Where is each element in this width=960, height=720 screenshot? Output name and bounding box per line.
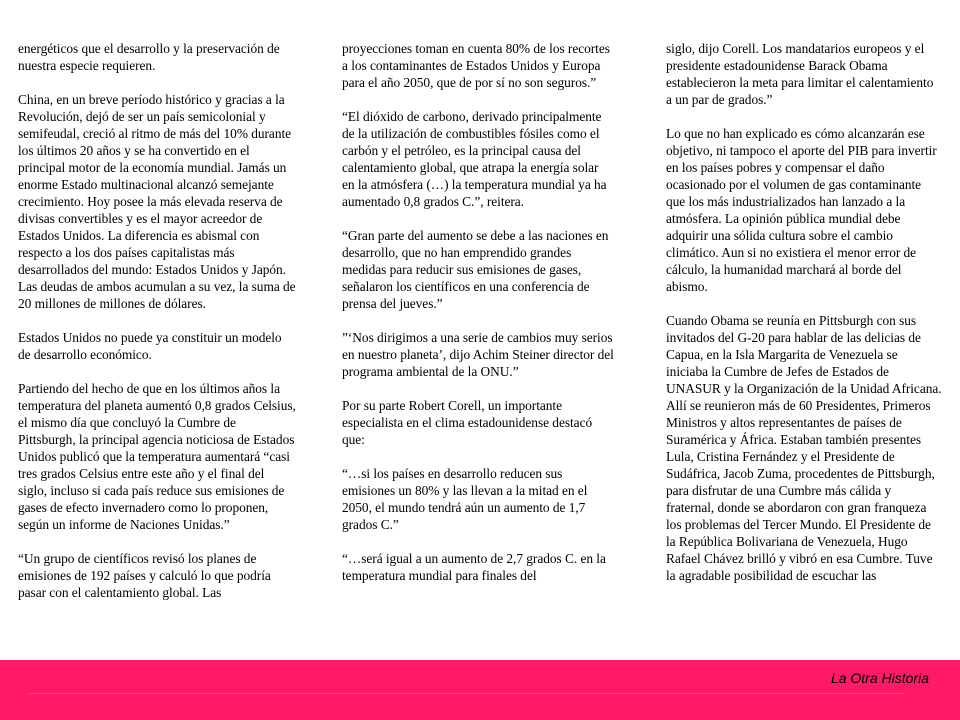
paragraph: Lo que no han explicado es cómo alcanzarán ese objetivo, ni tampoco el aporte del PIB para invertir en los países pobres y compensar el daño ocasionado por el volumen de gas contaminante que los más industrializados han lanzado a la atmósfera. La opinión pública mundial debe adquirir una sólida cultura sobre el cambio climático. Aun si no existiera el menor error de cálculo, la humanidad marchará al borde del abismo. <box>666 126 937 294</box>
paragraph: “Gran parte del aumento se debe a las naciones en desarrollo, que no han emprendido grandes medidas para reducir sus emisiones de gases, señalaron los científicos en una conferencia de prensa del jueves.” <box>342 228 609 311</box>
paragraph: “…si los países en desarrollo reducen sus emisiones un 80% y las llevan a la mitad en el 2050, el mundo tendrá aún un aumento de 1,7 grados C.” <box>342 466 588 532</box>
paragraph: energéticos que el desarrollo y la preservación de nuestra especie requieren. <box>18 41 280 73</box>
footer-title: La Otra Historia <box>830 670 929 686</box>
footer-bar <box>0 660 960 720</box>
paragraph: proyecciones toman en cuenta 80% de los recortes a los contaminantes de Estados Unidos y Europa para el año 2050, que de por sí no son seguros.” <box>342 41 610 90</box>
paragraph: “…será igual a un aumento de 2,7 grados C. en la temperatura mundial para finales del <box>342 551 606 583</box>
paragraph: “El dióxido de carbono, derivado principalmente de la utilización de combustibles fósiles como el carbón y el petróleo, es la principal causa del calentamiento global, que atrapa la energía solar en la atmósfera (…) la temperatura mundial ya ha aumentado 0,8 grados C.”, reitera. <box>342 109 607 209</box>
paragraph: Partiendo del hecho de que en los últimos años la temperatura del planeta aumentó 0,8 grados Celsius, el mismo día que concluyó la Cumbre de Pittsburgh, la principal agencia noticiosa de Estados Unidos publicó que la temperatura aumentará “casi tres grados Celsius entre este año y el final del siglo, incluso si cada país reduce sus emisiones de gases de efecto invernadero como lo proponen, según un informe de Naciones Unidas.” <box>18 381 296 532</box>
paragraph: siglo, dijo Corell. Los mandatarios europeos y el presidente estadounidense Barack Obama establecieron la meta para limitar el calentamiento a un par de grados.” <box>666 41 934 107</box>
paragraph: Estados Unidos no puede ya constituir un modelo de desarrollo económico. <box>18 330 282 362</box>
paragraph: China, en un breve período histórico y gracias a la Revolución, dejó de ser un país semicolonial y semifeudal, creció al ritmo de más del 10% durante los últimos 20 años y se ha convertido en el principal motor de la economía mundial. Jamás un enorme Estado multinacional alcanzó semejante crecimiento. Hoy posee la más elevada reserva de divisas convertibles y es el mayor acreedor de Estados Unidos. La diferencia es abismal con respecto a los dos países capitalistas más desarrollados del mundo: Estados Unidos y Japón. Las deudas de ambos acumulan a su vez, la suma de 20 millones de millones de dólares. <box>18 92 296 311</box>
paragraph: Por su parte Robert Corell, un importante especialista en el clima estadounidense destacó que: <box>342 398 593 447</box>
text-column-3 <box>666 40 942 601</box>
text-column-2 <box>342 40 614 601</box>
paragraph: Cuando Obama se reunía en Pittsburgh con sus invitados del G-20 para hablar de las delicias de Capua, en la Isla Margarita de Venezuela se iniciaba la Cumbre de Jefes de Estados de UNASUR y la Organización de la Unidad Africana. Allí se reunieron más de 60 Presidentes, Primeros Ministros y altos representantes de países de Suramérica y África. Estaban también presentes Lula, Cristina Fernández y el Presidente de Sudáfrica, Jacob Zuma, procedentes de Pittsburgh, para disfrutar de una Cumbre más cálida y fraternal, donde se abordaron con gran franqueza los problemas del Tercer Mundo. El Presidente de la República Bolivariana de Venezuela, Hugo Rafael Chávez brilló y vibró en esa Cumbre. Tuve la agradable posibilidad de escuchar las <box>666 313 942 583</box>
paragraph: “Un grupo de científicos revisó los planes de emisiones de 192 países y calculó lo que podría pasar con el calentamiento global. Las <box>18 551 271 600</box>
text-column-1 <box>18 40 296 618</box>
footer-divider <box>28 693 904 694</box>
paragraph: ”‘Nos dirigimos a una serie de cambios muy serios en nuestro planeta’, dijo Achim Steiner director del programa ambiental de la ONU.” <box>342 330 614 379</box>
